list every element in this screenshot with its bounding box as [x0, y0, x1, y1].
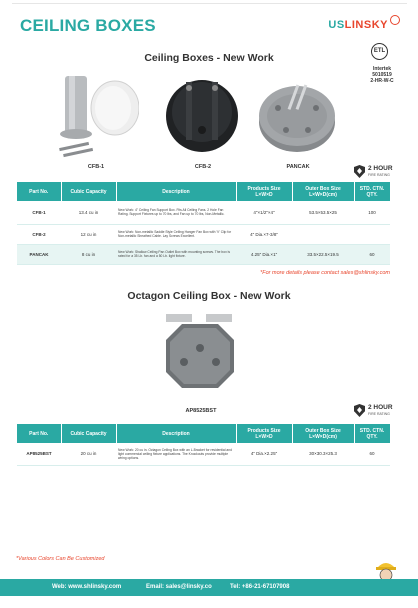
- brand-logo-linsky: LINSKY: [344, 19, 388, 31]
- certification-line-3: 2-HR-W-C: [370, 78, 394, 84]
- carton-qty: 100: [354, 201, 390, 224]
- product-image-pancak: [256, 78, 338, 154]
- table-row: [17, 201, 390, 224]
- column-header: Products Size L×W×D: [236, 424, 292, 443]
- spec-table-new-work: [17, 182, 391, 265]
- fire-rating-label: FIRE RATING: [368, 172, 390, 177]
- product-size: 4" Dia.×7-3/8": [236, 224, 292, 244]
- column-header: Outer Box Size L×W×D(cm): [292, 182, 354, 201]
- part-number: CFB-2: [17, 224, 61, 244]
- table-row: [17, 443, 390, 465]
- column-header: Outer Box Size L×W×D(cm): [292, 424, 354, 443]
- description: New Work: 20 cu in. Octagon Ceiling Box with an L-Bracket for residential and light commercial ceiling fixture applications. The Knockouts provide multiple wiring options.: [116, 443, 236, 465]
- spec-table-octagon: [17, 424, 391, 466]
- cubic-capacity: 20 cu in: [61, 443, 116, 465]
- outer-box-size: 30×30.3×25.3: [292, 443, 354, 465]
- column-header: STD. CTN. QTY.: [354, 182, 390, 201]
- product-image-ap8525bst: [160, 310, 240, 394]
- product-caption-ap8525bst: AP8525BST: [185, 408, 217, 414]
- product-size: 4" Dia.×2.25": [236, 443, 292, 465]
- cubic-capacity: 8 cu in: [61, 244, 116, 264]
- description: New Work: 4" Ceiling Fan Support Box. Fits All Ceiling Fans. 2 Hole Fan Rating. Support Fixtures up to 70 lbs, and Fan up to 70 lbs, Non-Metallic.: [116, 201, 236, 224]
- brand-mark-icon: [390, 15, 400, 25]
- section-title-new-work: Ceiling Boxes - New Work: [144, 52, 274, 64]
- table-header-row: [17, 182, 390, 201]
- fire-rating-badge: [354, 404, 393, 417]
- column-header: Description: [116, 182, 236, 201]
- fire-shield-icon: [354, 404, 365, 417]
- product-caption-pancak: PANCAK: [286, 164, 310, 170]
- fire-shield-icon: [354, 165, 365, 178]
- certification-text: [360, 66, 404, 84]
- page-title: CEILING BOXES: [20, 16, 156, 35]
- table-header-row: [17, 424, 390, 443]
- carton-qty: 60: [354, 244, 390, 264]
- column-header: Cubic Capacity: [61, 424, 116, 443]
- product-caption-cfb-1: CFB-1: [87, 164, 105, 170]
- part-number: CFB-1: [17, 201, 61, 224]
- fire-rating-badge: [354, 165, 393, 178]
- cubic-capacity: 13.4 cu in: [61, 201, 116, 224]
- description: New Work: Non-metallic Saddle Style Ceiling Hanger Fan Box with 'V' Clip for Non-metallic Sheathed Cable. Lay Screws Excellent.: [116, 224, 236, 244]
- footer-website[interactable]: Web: www.shlinsky.com: [52, 584, 122, 590]
- color-customization-note: *Various Colors Can Be Customized: [16, 556, 105, 562]
- table-row: [17, 224, 390, 244]
- description: New Work: Shallow Ceiling Pan Outlet Box with mounting screws. The box is rated for a 35 Lb. fan and a 50 Lb. light fixture.: [116, 244, 236, 264]
- cubic-capacity: 12 cu in: [61, 224, 116, 244]
- fire-rating-hours: 2 HOUR: [368, 164, 393, 172]
- column-header: Part No.: [17, 424, 61, 443]
- carton-qty: [354, 224, 390, 244]
- outer-box-size: [292, 224, 354, 244]
- product-size: 4.25" Dia.×1": [236, 244, 292, 264]
- part-number: AP8525BST: [17, 443, 61, 465]
- product-image-cfb-1: [53, 68, 139, 160]
- column-header: Products Size L×W×D: [236, 182, 292, 201]
- contact-note: *For more details please contact sales@shlinsky.com: [260, 270, 390, 276]
- top-divider: [12, 3, 407, 4]
- certification-line-1: Intertek: [372, 66, 392, 72]
- footer-phone: Tel: +86-21-67107908: [230, 584, 290, 590]
- column-header: STD. CTN. QTY.: [354, 424, 390, 443]
- carton-qty: 60: [354, 443, 390, 465]
- footer-email[interactable]: Email: sales@linsky.co: [146, 584, 212, 590]
- table-row: [17, 244, 390, 264]
- product-image-cfb-2: [160, 72, 244, 156]
- footer-bar: [0, 579, 418, 596]
- outer-box-size: 33.5×22.5×19.5: [292, 244, 354, 264]
- fire-rating-label: FIRE RATING: [368, 411, 390, 416]
- etl-certification-logo: ETL: [371, 43, 388, 60]
- certification-line-2: 5010519: [372, 72, 392, 78]
- column-header: Cubic Capacity: [61, 182, 116, 201]
- part-number: PANCAK: [17, 244, 61, 264]
- product-caption-cfb-2: CFB-2: [194, 164, 212, 170]
- outer-box-size: 53.5×53.5×25: [292, 201, 354, 224]
- product-size: 4"×1/2"×4": [236, 201, 292, 224]
- brand-logo-us: US: [328, 19, 345, 31]
- fire-rating-hours: 2 HOUR: [368, 403, 393, 411]
- section-title-octagon: Octagon Ceiling Box - New Work: [127, 290, 291, 302]
- column-header: Description: [116, 424, 236, 443]
- column-header: Part No.: [17, 182, 61, 201]
- brand-logo: [328, 19, 388, 31]
